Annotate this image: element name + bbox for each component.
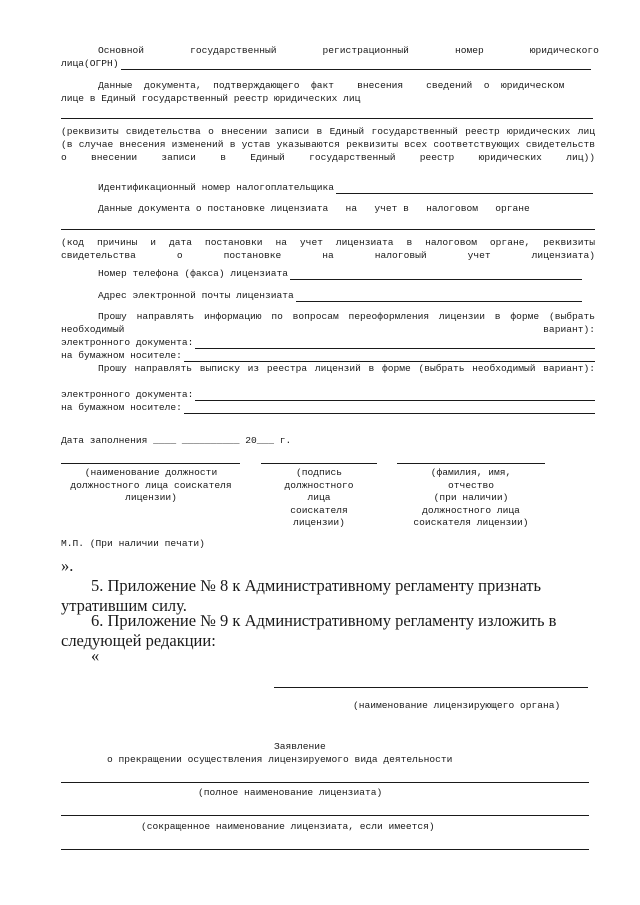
extract-electronic-field[interactable] bbox=[61, 388, 595, 401]
amendment-item-5: 5. Приложение № 8 к Административному регламенту признать утратившим силу. bbox=[61, 576, 542, 615]
short-name-line[interactable] bbox=[61, 815, 589, 816]
egrul-label-line2: лице в Единый государственный реестр юридических лиц bbox=[61, 93, 361, 104]
extra-line[interactable] bbox=[61, 849, 589, 850]
name-caption: (фамилия, имя, отчество (при наличии) должностного лица соискателя лицензии) bbox=[413, 467, 529, 528]
egrul-field-line[interactable] bbox=[61, 118, 593, 119]
sign-line[interactable] bbox=[261, 463, 377, 464]
phone-label: Номер телефона (факса) лицензиата bbox=[98, 268, 288, 279]
tax-field-line[interactable] bbox=[61, 229, 595, 230]
email-label: Адрес электронной почты лицензиата bbox=[98, 290, 294, 301]
closing-quote: ». bbox=[61, 556, 74, 575]
amendment-item-6: 6. Приложение № 9 к Административному регламенту изложить в следующей редакции: bbox=[61, 611, 557, 650]
form-title: Заявление bbox=[274, 741, 326, 752]
egrul-note: (реквизиты свидетельства о внесении записи в Единый государственный реестр юридических лиц (в случае внесения изменений в устав указываются реквизиты всех соответствующих свидетельств о внесении записи в Единый государственный реестр юридических лиц)) bbox=[61, 126, 595, 163]
info-electronic-field[interactable] bbox=[61, 336, 595, 349]
extract-paper-field[interactable] bbox=[61, 401, 595, 414]
full-name-caption: (полное наименование лицензиата) bbox=[198, 787, 383, 798]
name-line[interactable] bbox=[397, 463, 545, 464]
info-paper-label: на бумажном носителе: bbox=[61, 350, 182, 361]
extract-paper-label: на бумажном носителе: bbox=[61, 402, 182, 413]
ogrn-label-line2: лица(ОГРН) bbox=[61, 58, 119, 69]
phone-field[interactable] bbox=[98, 267, 582, 280]
full-name-line[interactable] bbox=[61, 782, 589, 783]
fill-date: Дата заполнения ____ __________ 20___ г. bbox=[61, 435, 292, 446]
position-line[interactable] bbox=[61, 463, 240, 464]
extract-electronic-label: электронного документа: bbox=[61, 389, 194, 400]
authority-line[interactable] bbox=[274, 687, 588, 688]
extract-request-text: Прошу направлять выписку из реестра лицензий в форме (выбрать необходимый вариант): bbox=[98, 363, 595, 374]
email-field[interactable] bbox=[98, 289, 582, 302]
opening-quote: « bbox=[91, 646, 100, 665]
stamp-note: М.П. (При наличии печати) bbox=[61, 538, 205, 549]
tax-label-line1: Данные документа о постановке лицензиата на учет в налоговом органе bbox=[98, 203, 530, 214]
authority-caption: (наименование лицензирующего органа) bbox=[353, 700, 561, 711]
info-paper-field[interactable] bbox=[61, 349, 595, 362]
form-subtitle: о прекращении осуществления лицензируемого вида деятельности bbox=[107, 754, 453, 765]
info-request-text: Прошу направлять информацию по вопросам переоформления лицензии в форме (выбрать необходимый вариант): bbox=[61, 311, 595, 335]
info-electronic-label: электронного документа: bbox=[61, 337, 194, 348]
position-caption: (наименование должности должностного лица соискателя лицензии) bbox=[70, 467, 232, 503]
inn-field[interactable] bbox=[98, 181, 593, 194]
ogrn-label-line1: Основной государственный регистрационный номер юридического bbox=[98, 45, 599, 56]
short-name-caption: (сокращенное наименование лицензиата, если имеется) bbox=[141, 821, 435, 832]
ogrn-field[interactable] bbox=[61, 57, 591, 70]
egrul-label-line1: Данные документа, подтверждающего факт внесения сведений о юридическом bbox=[98, 80, 565, 91]
sign-caption: (подпись должностного лица соискателя лицензии) bbox=[284, 467, 354, 528]
inn-label: Идентификационный номер налогоплательщика bbox=[98, 182, 335, 193]
tax-note: (код причины и дата постановки на учет лицензиата в налоговом органе, реквизиты свидетельства о постановке на налоговый учет лицензиата) bbox=[61, 237, 595, 261]
